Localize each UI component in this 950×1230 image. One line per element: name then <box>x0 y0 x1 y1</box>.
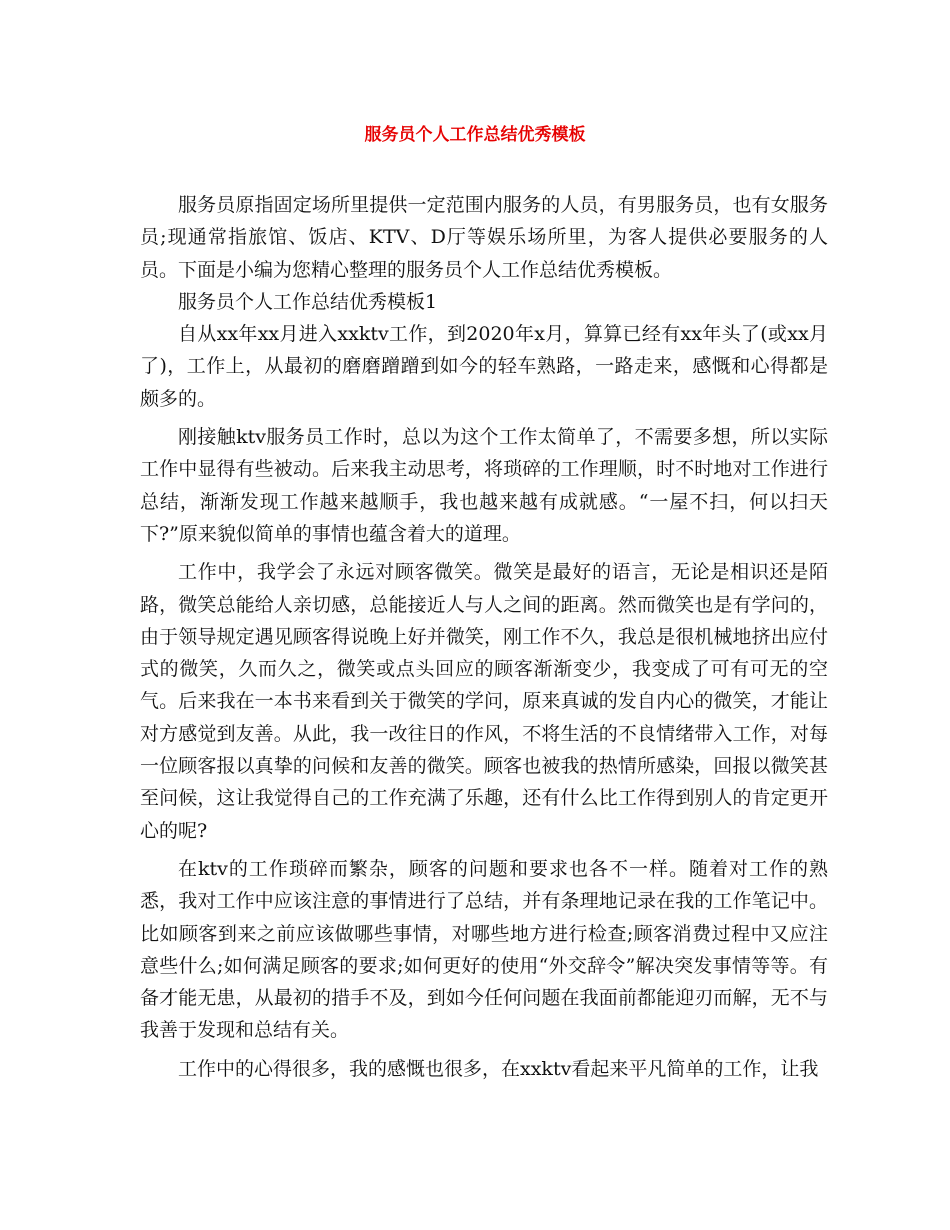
section-heading: 服务员个人工作总结优秀模板1 <box>178 290 438 313</box>
paragraph-intro: 服务员原指固定场所里提供一定范围内服务的人员，有男服务员，也有女服务员;现通常指旅馆、饭店、KTV、D厅等娱乐场所里，为客人提供必要服务的人员。下面是小编为您精心整理的服务员个人工作总结优秀模板。 <box>140 194 828 281</box>
paragraph: 在ktv的工作琐碎而繁杂，顾客的问题和要求也各不一样。随着对工作的熟悉，我对工作中应该注意的事情进行了总结，并有条理地记录在我的工作笔记中。比如顾客到来之前应该做哪些事情，对哪些地方进行检查;顾客消费过程中又应注意些什么;如何满足顾客的要求;如何更好的使用“外交辞令”解决突发事情等等。有备才能无患，从最初的措手不及，到如今任何问题在我面前都能迎刃而解，无不与我善于发现和总结有关。 <box>140 857 828 1042</box>
paragraph: 刚接触ktv服务员工作时，总以为这个工作太简单了，不需要多想，所以实际工作中显得有些被动。后来我主动思考，将琐碎的工作理顺，时不时地对工作进行总结，渐渐发现工作越来越顺手，我也越来越有成就感。“一屋不扫，何以扫天下?”原来貌似简单的事情也蕴含着大的道理。 <box>140 426 828 545</box>
paragraph: 自从xx年xx月进入xxktv工作，到2020年x月，算算已经有xx年头了(或xx月了)，工作上，从最初的磨磨蹭蹭到如今的轻车熟路，一路走来，感慨和心得都是颇多的。 <box>140 323 828 410</box>
document-title: 服务员个人工作总结优秀模板 <box>364 125 586 145</box>
document-body <box>140 189 828 1085</box>
paragraph: 工作中的心得很多，我的感慨也很多，在xxktv看起来平凡简单的工作，让我 <box>178 1057 819 1080</box>
paragraph: 工作中，我学会了永远对顾客微笑。微笑是最好的语言，无论是相识还是陌路，微笑总能给人亲切感，总能接近人与人之间的距离。然而微笑也是有学问的，由于领导规定遇见顾客得说晚上好并微笑，刚工作不久，我总是很机械地挤出应付式的微笑，久而久之，微笑或点头回应的顾客渐渐变少，我变成了可有可无的空气。后来我在一本书来看到关于微笑的学问，原来真诚的发自内心的微笑，才能让对方感觉到友善。从此，我一改往日的作风，不将生活的不良情绪带入工作，对每一位顾客报以真挚的问候和友善的微笑。顾客也被我的热情所感染，回报以微笑甚至问候，这让我觉得自己的工作充满了乐趣，还有什么比工作得到别人的肯定更开心的呢? <box>140 561 828 842</box>
